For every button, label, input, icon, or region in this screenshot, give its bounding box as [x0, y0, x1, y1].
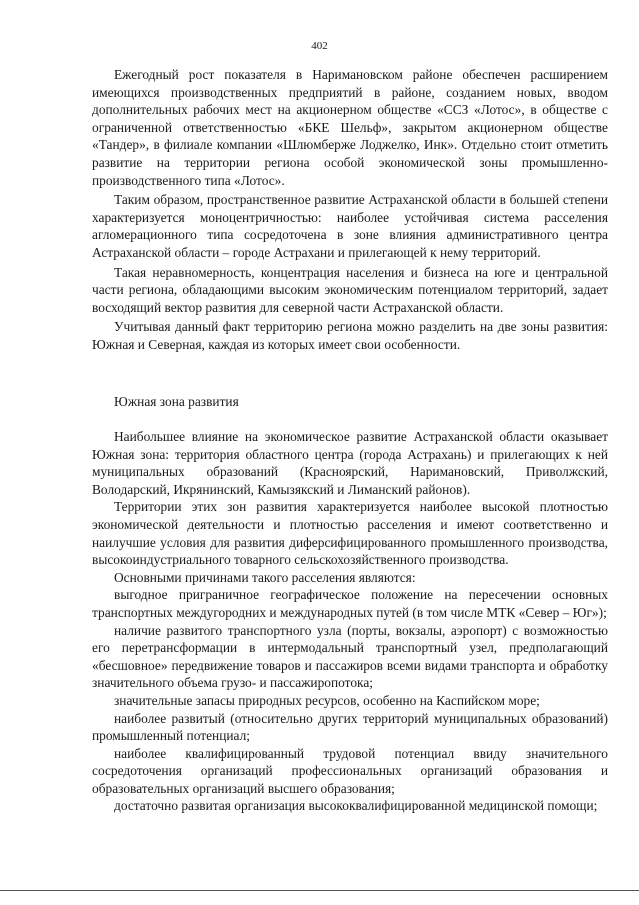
paragraph: Учитывая данный факт территорию региона можно разделить на две зоны развития: Южная и Северная, каждая из которых имеет свои особенности. [92, 319, 608, 352]
section-heading: Южная зона развития [114, 394, 239, 409]
paragraph: Ежегодный рост показателя в Наримановском районе обеспечен расширением имеющихся производственных предприятий в районе, созданием новых, вводом дополнительных рабочих мест на акционерном обществе «ССЗ «Лотос», в обществе с ограниченной ответственностью «БКЕ Шельф», закрытом акционерном обществе «Тандер», в филиале компании «Шлюмберже Лоджелко, Инк». Отдельно стоит отметить развитие на территории региона особой экономической зоны промышленно-производственного типа «Лотос». [92, 67, 608, 188]
paragraph: Основными причинами такого расселения являются: [114, 569, 416, 585]
list-item: наиболее развитый (относительно других территорий муниципальных образований) промышленный потенциал; [92, 710, 608, 744]
list-item: значительные запасы природных ресурсов, особенно на Каспийском море; [114, 692, 540, 708]
section-text-block [92, 428, 608, 815]
list-item: наличие развитого транспортного узла (порты, вокзалы, аэропорт) с возможностью его перетрансформации в интермодальный транспортный узел, предполагающий «бесшовное» передвижение товаров и пассажиров всеми видами транспорта и обработку значительного объема грузо- и пассажиропотока; [92, 622, 608, 691]
list-item: достаточно развитая организация высококвалифицированной медицинской помощи; [114, 798, 598, 814]
scan-edge-line [0, 890, 639, 891]
paragraph: Такая неравномерность, концентрация населения и бизнеса на юге и центральной части региона, обладающими высоким экономическим потенциалом территорий, задает восходящий вектор развития для северной части Астраханской области. [92, 264, 608, 315]
paragraph: Территории этих зон развития характеризуется наиболее высокой плотностью экономической деятельности и плотностью расселения и имеют соответственно и наилучшие условия для развития диферсифицированного промышленного производства, высокоиндустриального товарного сельскохозяйственного производства. [92, 499, 608, 568]
list-item: наиболее квалифицированный трудовой потенциал ввиду значительного сосредоточения организаций профессиональных организаций образования и образовательных организаций высшего образования; [92, 745, 608, 796]
paragraph: Таким образом, пространственное развитие Астраханской области в большей степени характеризуется моноцентричностью: наиболее устойчивая система расселения агломерационного типа сосредоточена в зоне влияния административного центра Астраханской области – городе Астрахани и прилегающей к нему территорий. [92, 192, 608, 260]
page-number: 402 [311, 40, 328, 52]
list-item: выгодное приграничное географическое положение на пересечении основных транспортных междугородних и международных путей (в том числе МТК «Север – Юг»); [92, 587, 608, 620]
intro-text-block [92, 66, 608, 354]
paragraph: Наибольшее влияние на экономическое развитие Астраханской области оказывает Южная зона: территория областного центра (города Астрахань) и прилегающих к ней муниципальных образований (Красноярский, Наримановский, Приволжский, Володарский, Икрянинский, Камызякский и Лиманский районов). [92, 429, 608, 497]
